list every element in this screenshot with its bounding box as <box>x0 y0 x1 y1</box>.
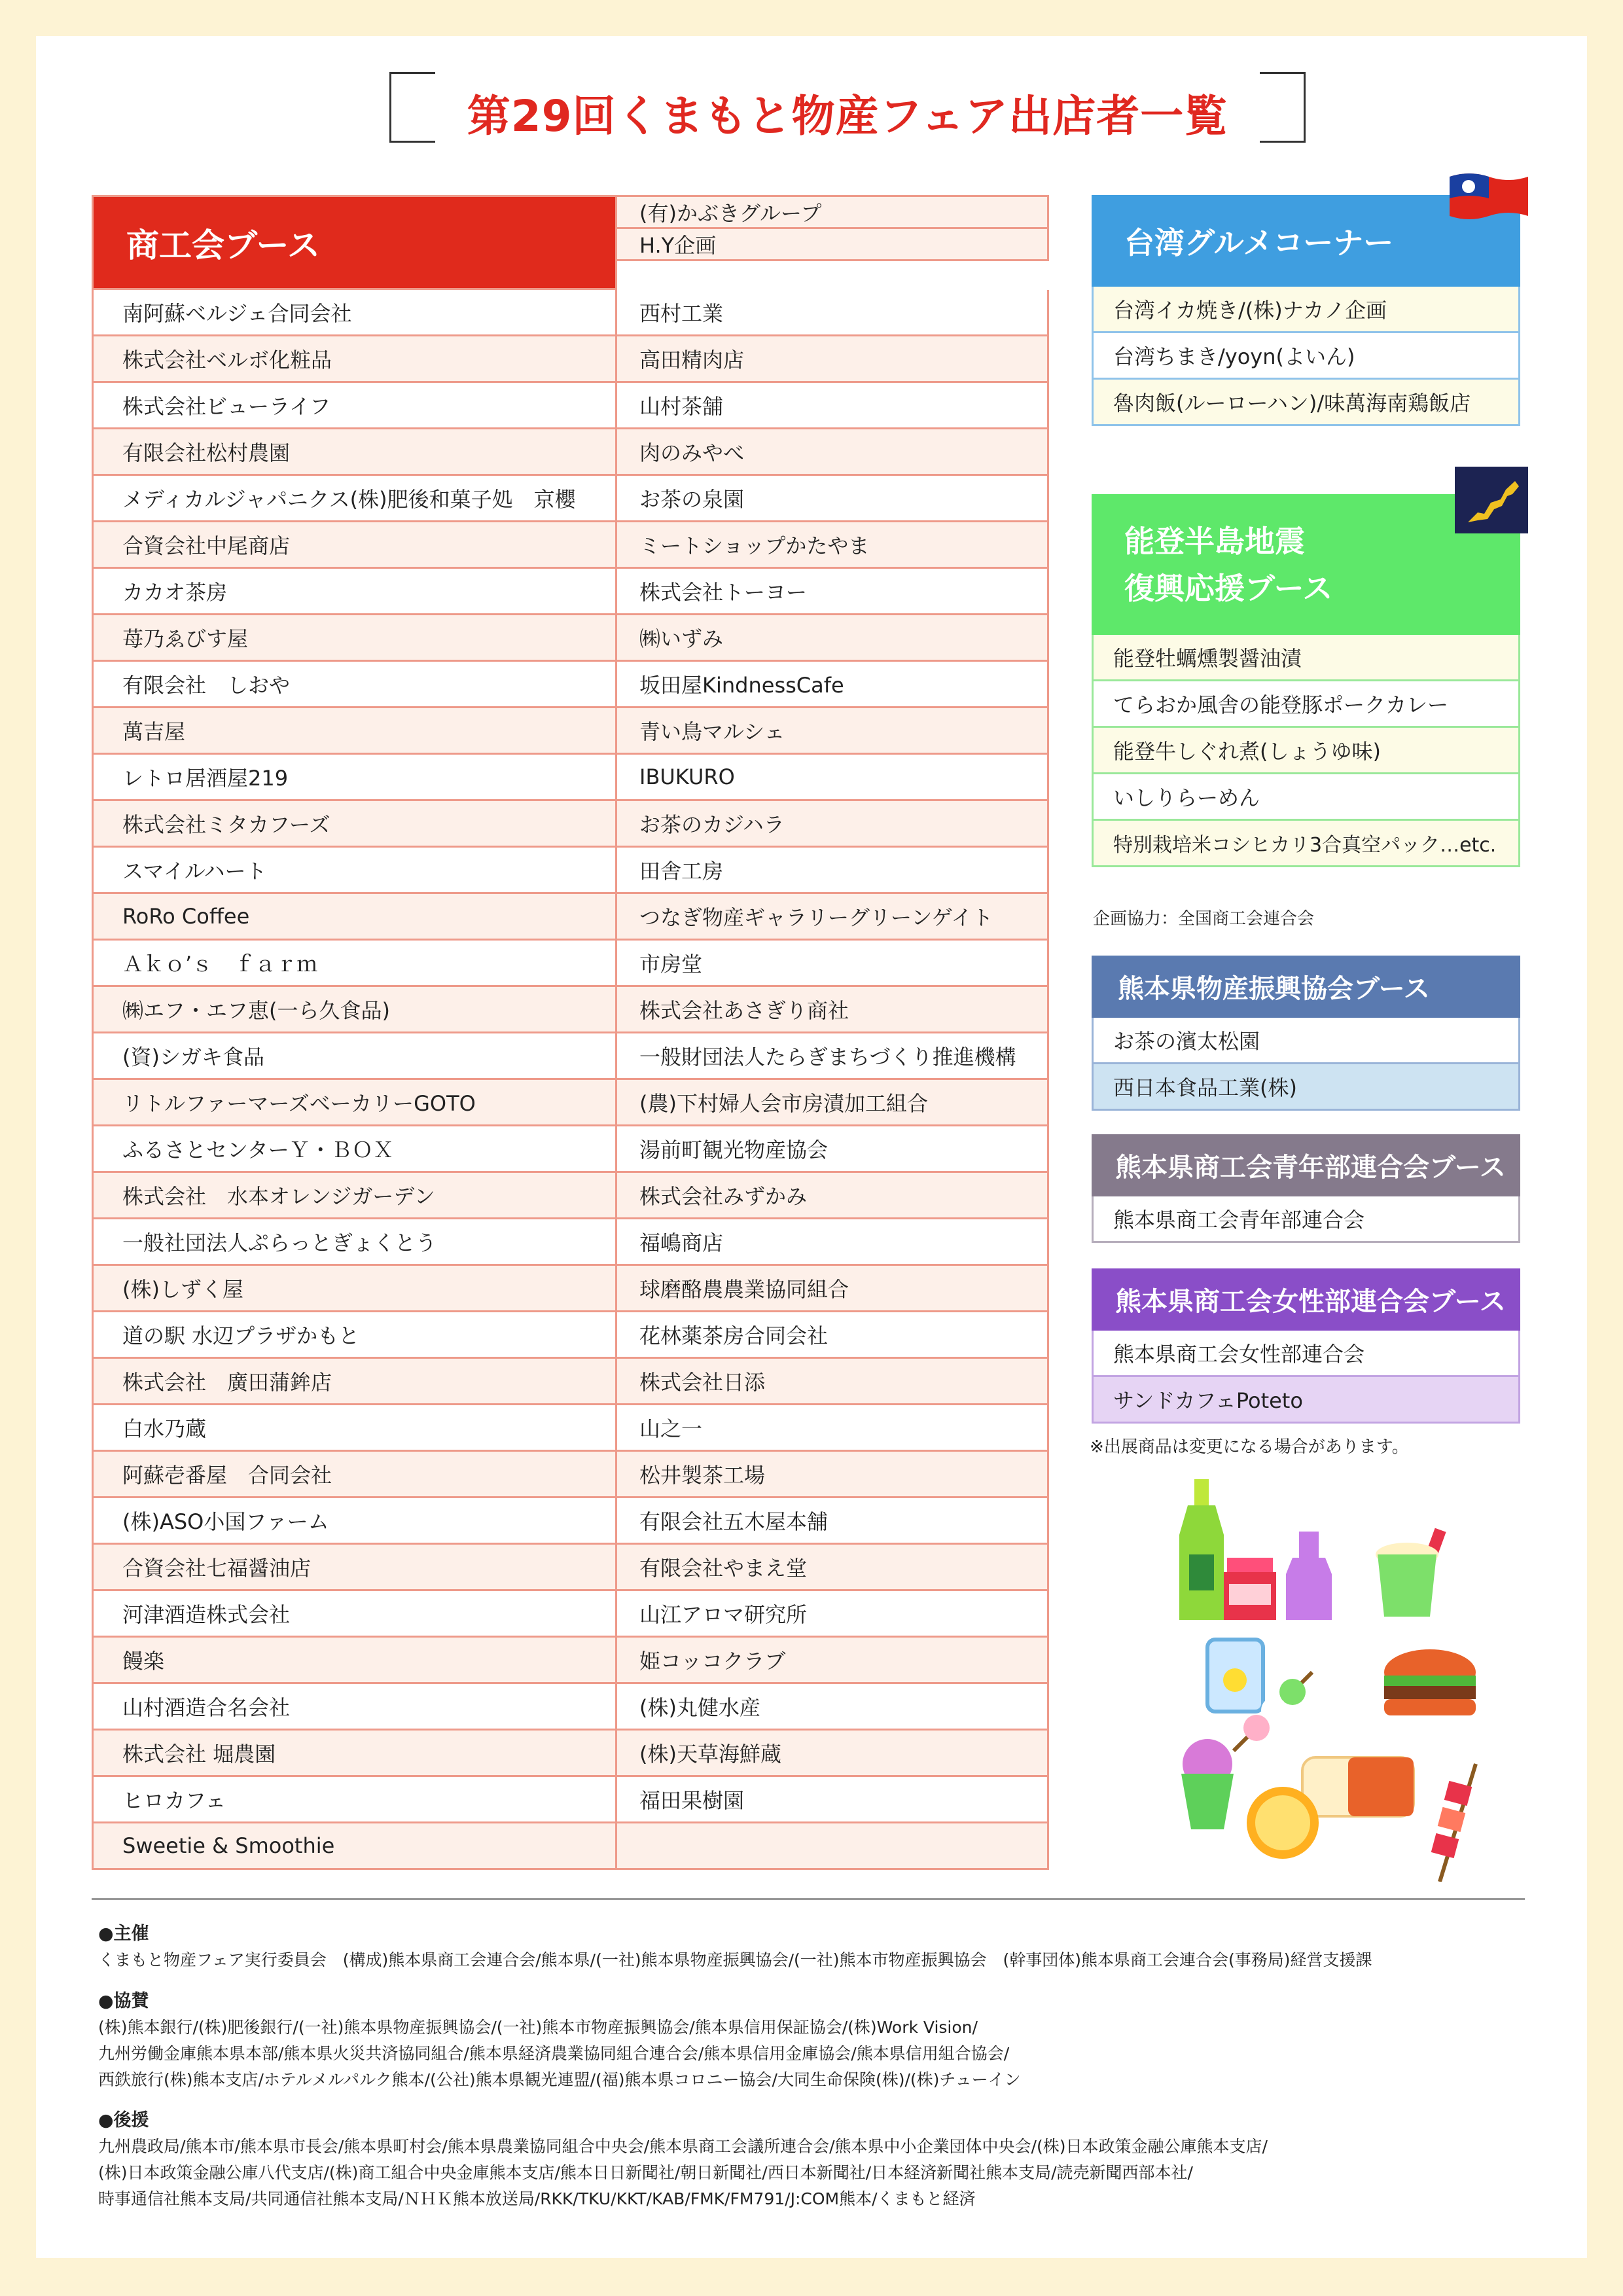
table-row <box>94 476 1049 522</box>
list-item: てらおか風舎の能登豚ポークカレー <box>1092 681 1520 728</box>
table-cell: 有限会社 しおや <box>94 662 617 708</box>
table-row <box>94 1684 1049 1731</box>
table-cell: 道の駅 水辺プラザかもと <box>94 1312 617 1359</box>
table-cell: 有限会社松村農園 <box>94 429 617 476</box>
table-cell: ㈱いずみ <box>617 615 1049 662</box>
table-row <box>94 336 1049 383</box>
table-cell: 有限会社五木屋本舗 <box>617 1498 1049 1545</box>
table-cell: お茶のカジハラ <box>617 801 1049 848</box>
table-cell: 山江アロマ研究所 <box>617 1591 1049 1638</box>
noto-header-line1: 能登半島地震 <box>1124 523 1305 559</box>
list-item: 能登牡蠣燻製醤油漬 <box>1092 635 1520 681</box>
table-cell: (株)丸健水産 <box>617 1684 1049 1731</box>
table-cell: RoRo Coffee <box>94 894 617 941</box>
table-cell: 株式会社 廣田蒲鉾店 <box>94 1359 617 1405</box>
taiwan-box <box>1092 195 1520 426</box>
table-cell: 白水乃蔵 <box>94 1405 617 1452</box>
bussan-header: 熊本県物産振興協会ブース <box>1092 956 1520 1018</box>
table-row <box>94 1545 1049 1591</box>
table-row <box>94 894 1049 941</box>
table-cell: H.Y企画 <box>617 229 1049 261</box>
table-cell: 松井製茶工場 <box>617 1452 1049 1498</box>
noto-peninsula-icon <box>1455 467 1528 533</box>
footer-kyosan <box>98 1988 1021 2093</box>
table-cell: 高田精肉店 <box>617 336 1049 383</box>
table-cell: 肉のみやべ <box>617 429 1049 476</box>
table-cell: 一般財団法人たらぎまちづくり推進機構 <box>617 1033 1049 1080</box>
table-row <box>94 848 1049 894</box>
table-cell: IBUKURO <box>617 755 1049 801</box>
table-cell: つなぎ物産ギャラリーグリーンゲイト <box>617 894 1049 941</box>
table-cell: 山之一 <box>617 1405 1049 1452</box>
table-cell: 山村茶舗 <box>617 383 1049 429</box>
table-cell: 株式会社ベルボ化粧品 <box>94 336 617 383</box>
josei-header: 熊本県商工会女性部連合会ブース <box>1092 1268 1520 1331</box>
product-change-note: ※出展商品は変更になる場合があります。 <box>1090 1437 1409 1457</box>
list-item: 能登牛しぐれ煮(しょうゆ味) <box>1092 728 1520 774</box>
table-cell: ふるさとセンターＹ・ＢＯＸ <box>94 1126 617 1173</box>
list-item: サンドカフェPoteto <box>1092 1377 1520 1424</box>
table-cell: (株)しずく屋 <box>94 1266 617 1312</box>
table-cell: スマイルハート <box>94 848 617 894</box>
table-cell: 田舎工房 <box>617 848 1049 894</box>
table-row <box>94 522 1049 569</box>
table-row <box>94 1591 1049 1638</box>
table-cell: 株式会社 堀農園 <box>94 1731 617 1777</box>
table-cell: 市房堂 <box>617 941 1049 987</box>
list-item: 特別栽培米コシヒカリ3合真空パック…etc. <box>1092 821 1520 867</box>
table-row <box>94 1452 1049 1498</box>
table-row <box>94 1219 1049 1266</box>
table-cell: (有)かぶきグループ <box>617 197 1049 229</box>
table-row <box>94 1312 1049 1359</box>
table-cell: (資)シガキ食品 <box>94 1033 617 1080</box>
table-row <box>94 569 1049 615</box>
table-cell: リトルファーマーズベーカリーGOTO <box>94 1080 617 1126</box>
page-title: 第29回くまもと物産フェア出店者一覧 <box>467 91 1228 141</box>
table-cell: 有限会社やまえ堂 <box>617 1545 1049 1591</box>
table-row <box>94 1266 1049 1312</box>
shokokai-header-right <box>617 197 1049 290</box>
table-cell: カカオ茶房 <box>94 569 617 615</box>
list-item: 台湾ちまき/yoyn(よいん) <box>1092 333 1520 380</box>
table-row <box>94 708 1049 755</box>
table-cell: 一般社団法人ぷらっとぎょくとう <box>94 1219 617 1266</box>
table-cell: ㈱エフ・エフ恵(一ら久食品) <box>94 987 617 1033</box>
list-item: 台湾イカ焼き/(株)ナカノ企画 <box>1092 287 1520 333</box>
table-cell: Sweetie & Smoothie <box>94 1823 617 1870</box>
shokokai-header-block <box>94 197 1049 290</box>
list-item: 熊本県商工会女性部連合会 <box>1092 1331 1520 1377</box>
table-cell: 阿蘇壱番屋 合同会社 <box>94 1452 617 1498</box>
shokokai-table <box>92 195 1049 1870</box>
footer-shusai <box>98 1921 1372 1973</box>
shokokai-rows <box>94 290 1049 1870</box>
title-frame <box>389 72 1306 143</box>
kyosan-heading: ●協賛 <box>98 1991 149 2011</box>
table-row <box>94 1777 1049 1823</box>
table-row <box>94 1405 1049 1452</box>
table-cell: 合資会社七福醤油店 <box>94 1545 617 1591</box>
table-row <box>94 1731 1049 1777</box>
table-row <box>94 941 1049 987</box>
food-illustration <box>1135 1476 1502 1882</box>
table-cell: 株式会社ビューライフ <box>94 383 617 429</box>
footer-koen <box>98 2108 1268 2212</box>
table-cell: お茶の泉園 <box>617 476 1049 522</box>
table-row <box>94 290 1049 336</box>
table-row <box>94 1080 1049 1126</box>
koen-text-3: 時事通信社熊本支局/共同通信社熊本支局/ＮＨＫ熊本放送局/RKK/TKU/KKT/KAB/FMK/FM791/J:COM熊本/くまもと経済 <box>98 2189 976 2208</box>
table-cell: 福田果樹園 <box>617 1777 1049 1823</box>
bussan-box <box>1092 956 1520 1111</box>
table-row <box>94 615 1049 662</box>
table-row <box>94 1498 1049 1545</box>
footer-divider <box>92 1898 1525 1900</box>
table-row <box>94 1126 1049 1173</box>
table-cell: 湯前町観光物産協会 <box>617 1126 1049 1173</box>
taiwan-header: 台湾グルメコーナー <box>1092 195 1520 287</box>
noto-box <box>1092 494 1520 867</box>
table-cell: ヒロカフェ <box>94 1777 617 1823</box>
table-cell: 株式会社みずかみ <box>617 1173 1049 1219</box>
noto-note: 企画協力：全国商工会連合会 <box>1093 909 1315 929</box>
kyosan-text-2: 九州労働金庫熊本県本部/熊本県火災共済協同組合/熊本県経済農業協同組合連合会/熊本県信用金庫協会/熊本県信用組合協会/ <box>98 2044 1010 2063</box>
table-cell: (農)下村婦人会市房漬加工組合 <box>617 1080 1049 1126</box>
list-item: お茶の濱太松園 <box>1092 1018 1520 1064</box>
list-item: 魯肉飯(ルーローハン)/味萬海南鶏飯店 <box>1092 380 1520 426</box>
koen-text-2: (株)日本政策金融公庫八代支店/(株)商工組合中央金庫熊本支店/熊本日日新聞社/朝日新聞社/西日本新聞社/日本経済新聞社熊本支局/読売新聞西部本社/ <box>98 2163 1193 2182</box>
table-row <box>94 662 1049 708</box>
shusai-text: くまもと物産フェア実行委員会 (構成)熊本県商工会連合会/熊本県/(一社)熊本県物産振興協会/(一社)熊本市物産振興協会 (幹事団体)熊本県商工会連合会(事務局)経営支援課 <box>98 1950 1372 1969</box>
table-cell: 株式会社日添 <box>617 1359 1049 1405</box>
table-row <box>94 1638 1049 1684</box>
table-cell: ミートショップかたやま <box>617 522 1049 569</box>
table-cell: 花林薬茶房合同会社 <box>617 1312 1049 1359</box>
table-cell: 株式会社あさぎり商社 <box>617 987 1049 1033</box>
table-row <box>94 987 1049 1033</box>
table-cell: 饅楽 <box>94 1638 617 1684</box>
shokokai-header: 商工会ブース <box>94 197 617 290</box>
koen-text-1: 九州農政局/熊本市/熊本県市長会/熊本県町村会/熊本県農業協同組合中央会/熊本県商工会議所連合会/熊本県中小企業団体中央会/(株)日本政策金融公庫熊本支店/ <box>98 2137 1268 2156</box>
table-cell: (株)天草海鮮蔵 <box>617 1731 1049 1777</box>
table-cell <box>617 1823 1049 1870</box>
kyosan-text-3: 西鉄旅行(株)熊本支店/ホテルメルパルク熊本/(公社)熊本県観光連盟/(福)熊本県コロニー協会/大同生命保険(株)/(株)チューイン <box>98 2070 1021 2089</box>
table-cell: (株)ASO小国ファーム <box>94 1498 617 1545</box>
josei-box <box>1092 1268 1520 1424</box>
table-cell: 坂田屋KindnessCafe <box>617 662 1049 708</box>
table-row <box>94 1033 1049 1080</box>
kyosan-text-1: (株)熊本銀行/(株)肥後銀行/(一社)熊本県物産振興協会/(一社)熊本市物産振興協会/熊本県信用保証協会/(株)Work Vision/ <box>98 2018 978 2037</box>
table-cell: 姫コッコクラブ <box>617 1638 1049 1684</box>
list-item: 西日本食品工業(株) <box>1092 1064 1520 1111</box>
list-item: いしりらーめん <box>1092 774 1520 821</box>
taiwan-flag-icon <box>1446 167 1531 223</box>
seinen-box <box>1092 1134 1520 1243</box>
flyer-page <box>36 36 1587 2258</box>
table-row <box>94 755 1049 801</box>
table-cell: 萬吉屋 <box>94 708 617 755</box>
table-row <box>94 429 1049 476</box>
table-row <box>94 383 1049 429</box>
table-cell: 福嶋商店 <box>617 1219 1049 1266</box>
table-row <box>94 1823 1049 1870</box>
list-item: 熊本県商工会青年部連合会 <box>1092 1196 1520 1243</box>
table-cell: 西村工業 <box>617 290 1049 336</box>
table-cell: Ａｋｏ’ｓ ｆａｒｍ <box>94 941 617 987</box>
table-row <box>94 1173 1049 1219</box>
noto-header-line2: 復興応援ブース <box>1124 570 1333 606</box>
table-cell: 山村酒造合名会社 <box>94 1684 617 1731</box>
table-cell: 南阿蘇ベルジェ合同会社 <box>94 290 617 336</box>
table-cell: 苺乃ゑびす屋 <box>94 615 617 662</box>
table-cell: メディカルジャパニクス(株)肥後和菓子処 京櫻 <box>94 476 617 522</box>
koen-heading: ●後援 <box>98 2110 149 2130</box>
table-row <box>94 1359 1049 1405</box>
seinen-header: 熊本県商工会青年部連合会ブース <box>1092 1134 1520 1196</box>
table-cell: 株式会社 水本オレンジガーデン <box>94 1173 617 1219</box>
table-cell: レトロ居酒屋219 <box>94 755 617 801</box>
table-cell: 株式会社ミタカフーズ <box>94 801 617 848</box>
shusai-heading: ●主催 <box>98 1924 149 1944</box>
table-cell: 球磨酪農農業協同組合 <box>617 1266 1049 1312</box>
table-cell: 株式会社トーヨー <box>617 569 1049 615</box>
table-row <box>94 801 1049 848</box>
table-cell: 青い鳥マルシェ <box>617 708 1049 755</box>
table-cell: 河津酒造株式会社 <box>94 1591 617 1638</box>
table-cell: 合資会社中尾商店 <box>94 522 617 569</box>
